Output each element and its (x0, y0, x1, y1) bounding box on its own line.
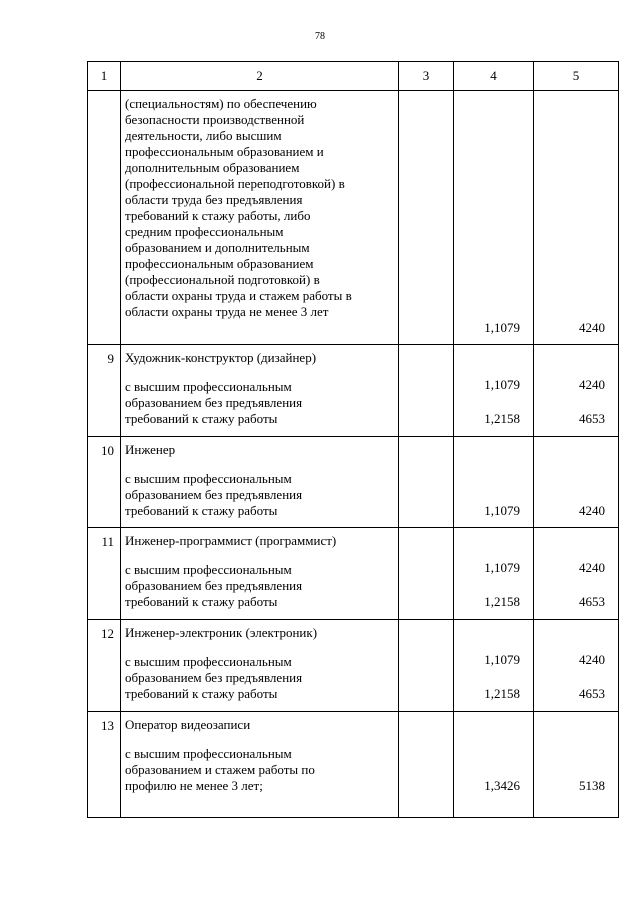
coefficient-value: 1,2158 (484, 411, 520, 426)
row-number: 9 (88, 345, 121, 437)
text-line: образованием без предъявления (125, 670, 303, 685)
text-line: области охраны труда и стажем работы в (125, 288, 352, 303)
coefficient-value: 1,1079 (484, 503, 520, 518)
coefficient-value: 1,2158 (484, 686, 520, 701)
table-row (88, 712, 619, 818)
coefficient-cell (454, 437, 534, 528)
table-row (88, 437, 619, 528)
salary-value: 4653 (579, 594, 605, 609)
text-line: дополнительным образованием (125, 160, 300, 175)
text-line: с высшим профессиональным (125, 746, 292, 761)
text-line: с высшим профессиональным (125, 471, 292, 486)
salary-value: 4653 (579, 411, 605, 426)
text-line: требований к стажу работы (125, 594, 278, 609)
text-line: образованием и стажем работы по (125, 762, 315, 777)
text-line: образованием без предъявления (125, 395, 303, 410)
text-line: профессиональным образованием (125, 256, 314, 271)
salary-value: 4240 (579, 560, 605, 575)
text-line: деятельности, либо высшим (125, 128, 282, 143)
col-3-cell (399, 620, 454, 712)
text-line: требований к стажу работы (125, 686, 278, 701)
position-description (121, 620, 399, 712)
position-description (121, 91, 399, 345)
text-line: профилю не менее 3 лет; (125, 778, 263, 793)
salary-value: 4240 (579, 503, 605, 518)
position-description (121, 712, 399, 818)
text-line: с высшим профессиональным (125, 379, 292, 394)
salary-value: 5138 (579, 778, 605, 793)
position-title: Инженер-электроник (электроник) (125, 625, 318, 640)
header-col-5: 5 (534, 62, 619, 91)
coefficient-value: 1,1079 (484, 652, 520, 667)
row-number: 11 (88, 528, 121, 620)
position-description (121, 437, 399, 528)
position-title: Инженер-программист (программист) (125, 533, 337, 548)
table-header-row (88, 62, 619, 91)
text-line: профессиональным образованием и (125, 144, 324, 159)
coefficient-value: 1,1079 (484, 320, 520, 335)
text-line: требований к стажу работы (125, 503, 278, 518)
coefficient-cell (454, 91, 534, 345)
table-row (88, 528, 619, 620)
row-number (88, 91, 121, 345)
text-line: требований к стажу работы (125, 411, 278, 426)
text-line: области охраны труда не менее 3 лет (125, 304, 329, 319)
text-line: с высшим профессиональным (125, 562, 292, 577)
col-3-cell (399, 528, 454, 620)
coefficient-cell (454, 712, 534, 818)
header-col-2: 2 (121, 62, 399, 91)
coefficient-cell (454, 345, 534, 437)
salary-cell (534, 437, 619, 528)
table-row-continuation (88, 91, 619, 345)
position-title: Художник-конструктор (дизайнер) (125, 350, 317, 365)
header-col-1: 1 (88, 62, 121, 91)
row-number: 12 (88, 620, 121, 712)
salary-value: 4240 (579, 320, 605, 335)
coefficient-value: 1,2158 (484, 594, 520, 609)
coefficient-cell (454, 528, 534, 620)
salary-cell (534, 528, 619, 620)
row-number: 13 (88, 712, 121, 818)
coefficient-cell (454, 620, 534, 712)
text-line: образованием без предъявления (125, 578, 303, 593)
text-line: (профессиональной подготовкой) в (125, 272, 320, 287)
coefficient-value: 1,1079 (484, 377, 520, 392)
text-line: с высшим профессиональным (125, 654, 292, 669)
salary-cell (534, 620, 619, 712)
position-description (121, 528, 399, 620)
text-line: образованием и дополнительным (125, 240, 310, 255)
position-description (121, 345, 399, 437)
text-line: безопасности производственной (125, 112, 305, 127)
text-line: образованием без предъявления (125, 487, 303, 502)
position-title: Инженер (125, 442, 176, 457)
coefficient-value: 1,3426 (484, 778, 520, 793)
salary-cell (534, 345, 619, 437)
page-number: 78 (315, 31, 325, 42)
salary-value: 4240 (579, 652, 605, 667)
salary-value: 4240 (579, 377, 605, 392)
col-3-cell (399, 712, 454, 818)
coefficient-value: 1,1079 (484, 560, 520, 575)
col-3-cell (399, 91, 454, 345)
text-line: средним профессиональным (125, 224, 284, 239)
position-title: Оператор видеозаписи (125, 717, 251, 732)
salary-cell (534, 712, 619, 818)
text-line: (профессиональной переподготовкой) в (125, 176, 345, 191)
table-row (88, 620, 619, 712)
header-col-4: 4 (454, 62, 534, 91)
col-3-cell (399, 345, 454, 437)
text-line: (специальностям) по обеспечению (125, 96, 317, 111)
row-number: 10 (88, 437, 121, 528)
salary-cell (534, 91, 619, 345)
salary-value: 4653 (579, 686, 605, 701)
text-line: области труда без предъявления (125, 192, 303, 207)
text-line: требований к стажу работы, либо (125, 208, 311, 223)
salary-table (87, 61, 619, 818)
table-row (88, 345, 619, 437)
header-col-3: 3 (399, 62, 454, 91)
col-3-cell (399, 437, 454, 528)
